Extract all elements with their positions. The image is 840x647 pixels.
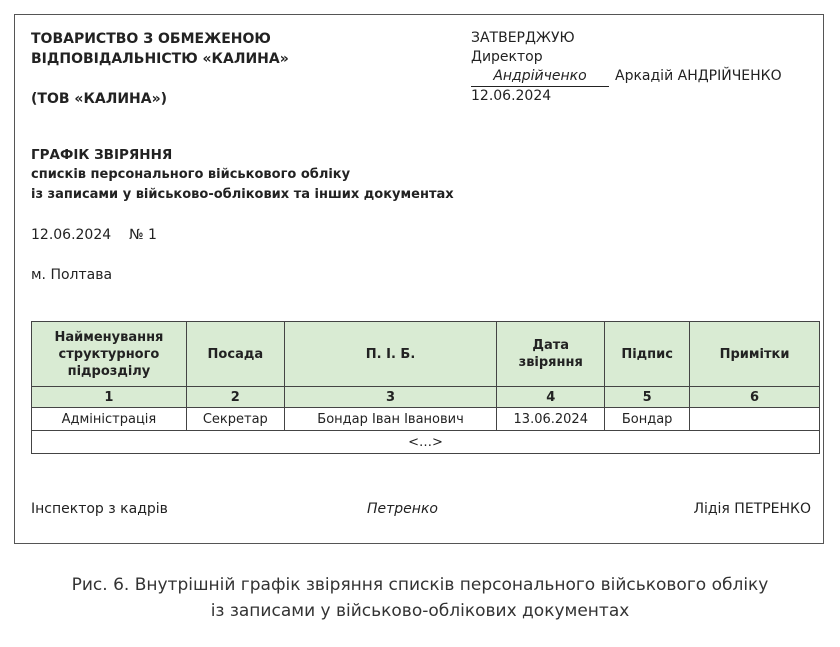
cell-notes xyxy=(690,408,820,431)
figure-caption-line1: Рис. 6. Внутрішній графік звіряння списків персонального військового обліку xyxy=(71,575,769,595)
figure-caption-line2: із записами у військово-облікових документах xyxy=(210,601,630,621)
cell-position: Секретар xyxy=(186,408,284,431)
table-header-row xyxy=(32,322,820,387)
header-department: Найменування структурного підрозділу xyxy=(32,322,187,387)
column-number: 2 xyxy=(186,387,284,408)
header-full-name: П. І. Б. xyxy=(284,322,497,387)
document-title-line3: із записами у військово-облікових та інших документах xyxy=(31,187,454,202)
column-number: 6 xyxy=(690,387,820,408)
table-ellipsis: <…> xyxy=(32,431,820,454)
approval-label: ЗАТВЕРДЖУЮ xyxy=(471,30,575,46)
document-frame xyxy=(14,14,824,544)
approval-name: Аркадій АНДРІЙЧЕНКО xyxy=(615,68,782,84)
header-date: Дата звіряння xyxy=(497,322,605,387)
organization-name-line1: ТОВАРИСТВО З ОБМЕЖЕНОЮ xyxy=(31,31,271,47)
organization-name-line2: ВІДПОВІДАЛЬНІСТЮ «КАЛИНА» xyxy=(31,51,289,67)
cell-date: 13.06.2024 xyxy=(497,408,605,431)
document-title xyxy=(31,145,454,205)
organization-name xyxy=(31,29,289,69)
figure-caption xyxy=(0,572,840,624)
footer-name: Лідія ПЕТРЕНКО xyxy=(693,501,811,517)
header-position: Посада xyxy=(186,322,284,387)
document-city: м. Полтава xyxy=(31,267,113,283)
document-title-line1: ГРАФІК ЗВІРЯННЯ xyxy=(31,147,173,163)
header-notes: Примітки xyxy=(690,322,820,387)
document-date-number: 12.06.2024 № 1 xyxy=(31,227,157,243)
header-signature: Підпис xyxy=(605,322,690,387)
cell-full-name: Бондар Іван Іванович xyxy=(284,408,497,431)
table-number-row xyxy=(32,387,820,408)
cell-department: Адміністрація xyxy=(32,408,187,431)
reconciliation-table xyxy=(31,321,820,454)
footer-signature: Петренко xyxy=(367,501,438,517)
column-number: 1 xyxy=(32,387,187,408)
cell-signature: Бондар xyxy=(605,408,690,431)
organization-short-name: (ТОВ «КАЛИНА») xyxy=(31,91,168,107)
approval-date: 12.06.2024 xyxy=(471,88,552,104)
column-number: 5 xyxy=(605,387,690,408)
table-ellipsis-row xyxy=(32,431,820,454)
approval-position: Директор xyxy=(471,49,543,65)
column-number: 3 xyxy=(284,387,497,408)
approval-block xyxy=(471,29,782,106)
footer-position: Інспектор з кадрів xyxy=(31,501,168,517)
approval-signature: Андрійченко xyxy=(471,67,609,87)
column-number: 4 xyxy=(497,387,605,408)
table-row xyxy=(32,408,820,431)
document-title-line2: списків персонального військового обліку xyxy=(31,167,351,182)
